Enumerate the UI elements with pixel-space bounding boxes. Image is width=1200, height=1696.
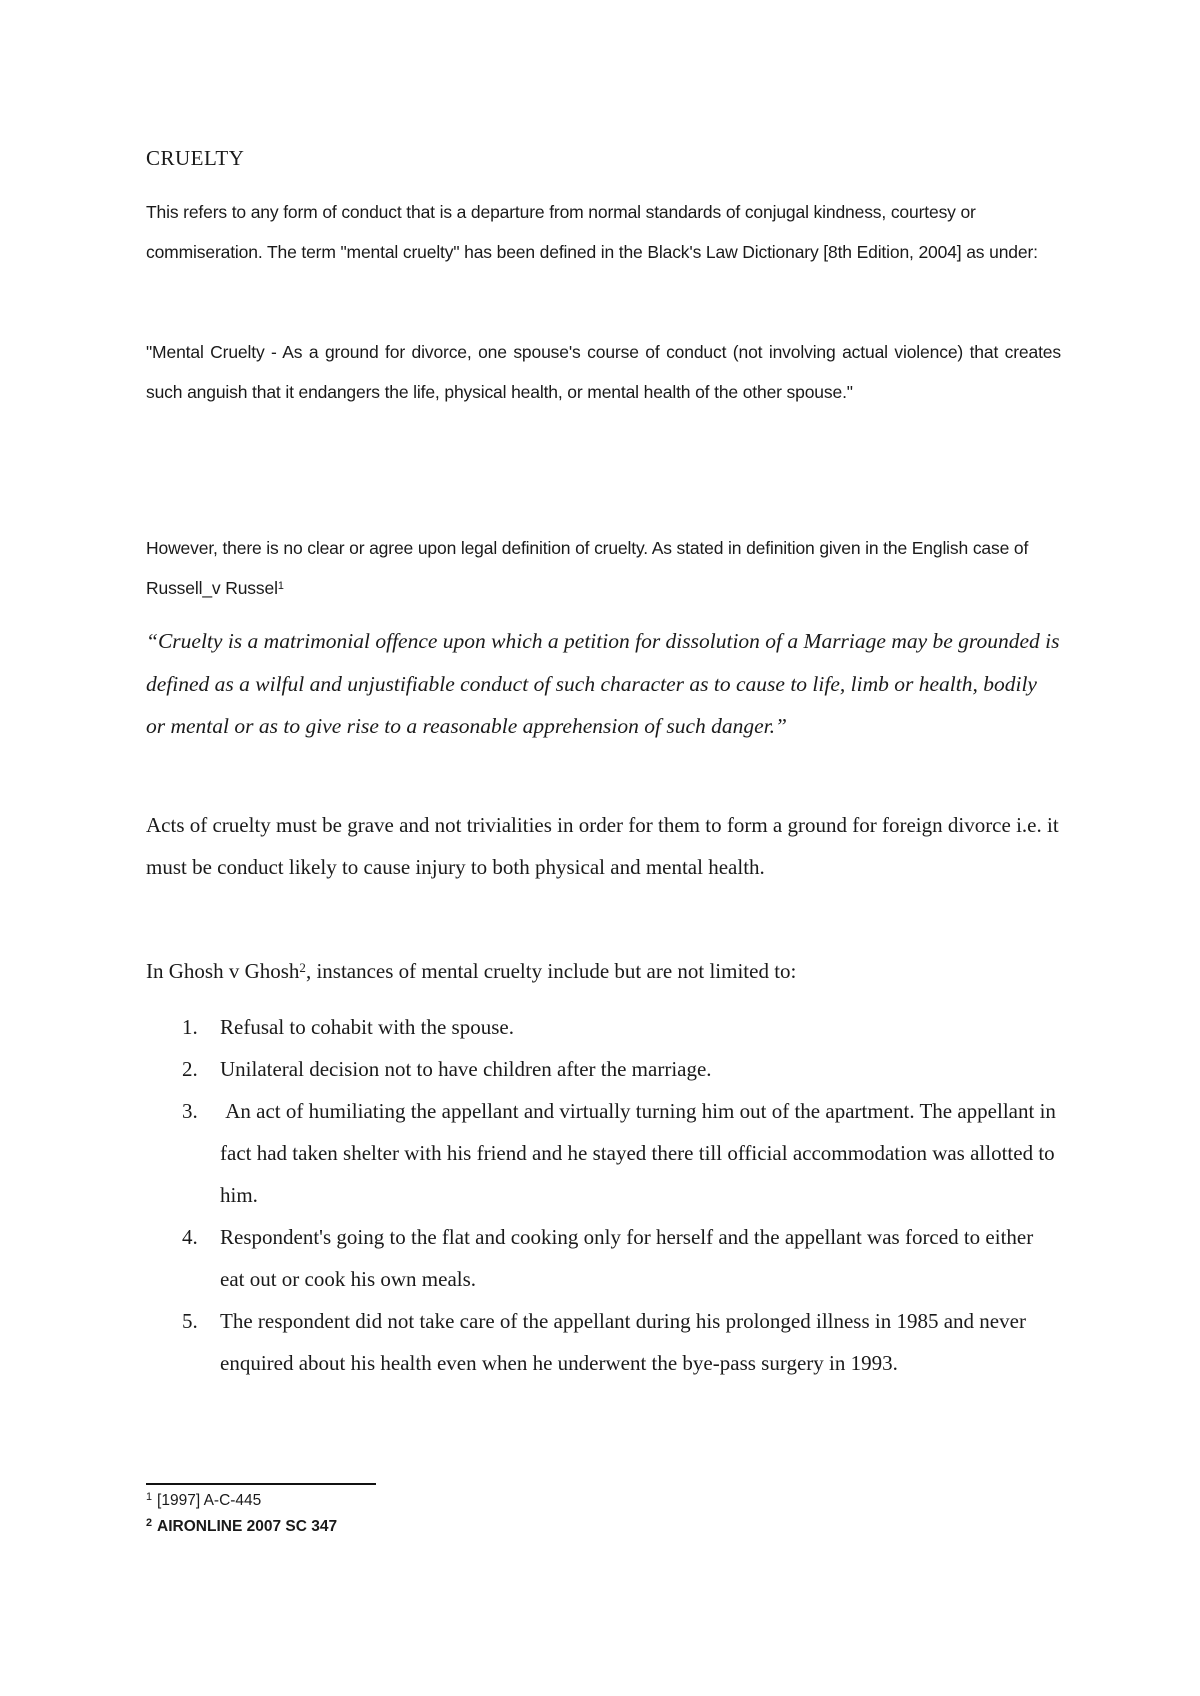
footnote-ref-2[interactable]: 2 (299, 960, 306, 976)
footnote-separator (146, 1483, 376, 1485)
ghosh-text-after: , instances of mental cruelty include but are not limited to: (305, 959, 797, 983)
page-title: CRUELTY (146, 146, 245, 170)
list-item-number: 2. (182, 1057, 198, 1081)
list-item-text: Unilateral decision not to have children after the marriage. (220, 1057, 712, 1081)
footnote-mark: 2 (146, 1517, 153, 1530)
list-item-text: Refusal to cohabit with the spouse. (220, 1015, 514, 1039)
ghosh-paragraph (146, 950, 1061, 992)
footnote-ref-1[interactable]: 1 (277, 580, 284, 593)
russell-quote: “Cruelty is a matrimonial offence upon which a petition for dissolution of a Marriage may be grounded is defined as a wilful and unjustifiable conduct of such character as to cause to life, limb or health, bodily or mental or as to give rise to a reasonable apprehension of such danger.” (146, 629, 1060, 738)
list-item (146, 1006, 1061, 1048)
list-item (146, 1090, 1061, 1216)
list-item-number: 3. (182, 1099, 198, 1123)
intro-paragraph: This refers to any form of conduct that is a departure from normal standards of conjugal kindness, courtesy or commiseration. The term "mental cruelty" has been defined in the Black's Law Dictionary [8th Edition, 2004] as under: (146, 202, 1038, 262)
list-item (146, 1300, 1061, 1384)
list-item-number: 4. (182, 1225, 198, 1249)
list-item-text: An act of humiliating the appellant and virtually turning him out of the apartment. The appellant in fact had taken shelter with his friend and he stayed there till official accommodation was allotted to him. (220, 1099, 1062, 1207)
list-item (146, 1048, 1061, 1090)
footnote-2 (146, 1518, 337, 1536)
definition-paragraph: "Mental Cruelty - As a ground for divorce, one spouse's course of conduct (not involving actual violence) that creates such anguish that it endangers the life, physical health, or mental health of the other spouse." (146, 342, 1061, 402)
mental-cruelty-list (146, 1006, 1061, 1384)
however-paragraph (146, 528, 1061, 608)
acts-paragraph: Acts of cruelty must be grave and not trivialities in order for them to form a ground for foreign divorce i.e. it must be conduct likely to cause injury to both physical and mental health. (146, 813, 1059, 879)
list-item-number: 1. (182, 1015, 198, 1039)
footnote-mark: 1 (146, 1491, 153, 1504)
footnote-text: [1997] A-C-445 (157, 1492, 262, 1509)
list-item (146, 1216, 1061, 1300)
footnote-text: AIRONLINE 2007 SC 347 (157, 1518, 338, 1535)
footnote-1 (146, 1492, 261, 1510)
list-item-number: 5. (182, 1309, 198, 1333)
ghosh-text-before: In Ghosh v Ghosh (146, 959, 300, 983)
however-text: However, there is no clear or agree upon legal definition of cruelty. As stated in definition given in the English case of Russell_v Russel (146, 538, 1029, 598)
list-item-text: Respondent's going to the flat and cooking only for herself and the appellant was forced to either eat out or cook his own meals. (220, 1225, 1034, 1291)
list-item-text: The respondent did not take care of the appellant during his prolonged illness in 1985 and never enquired about his health even when he underwent the bye-pass surgery in 1993. (220, 1309, 1026, 1375)
